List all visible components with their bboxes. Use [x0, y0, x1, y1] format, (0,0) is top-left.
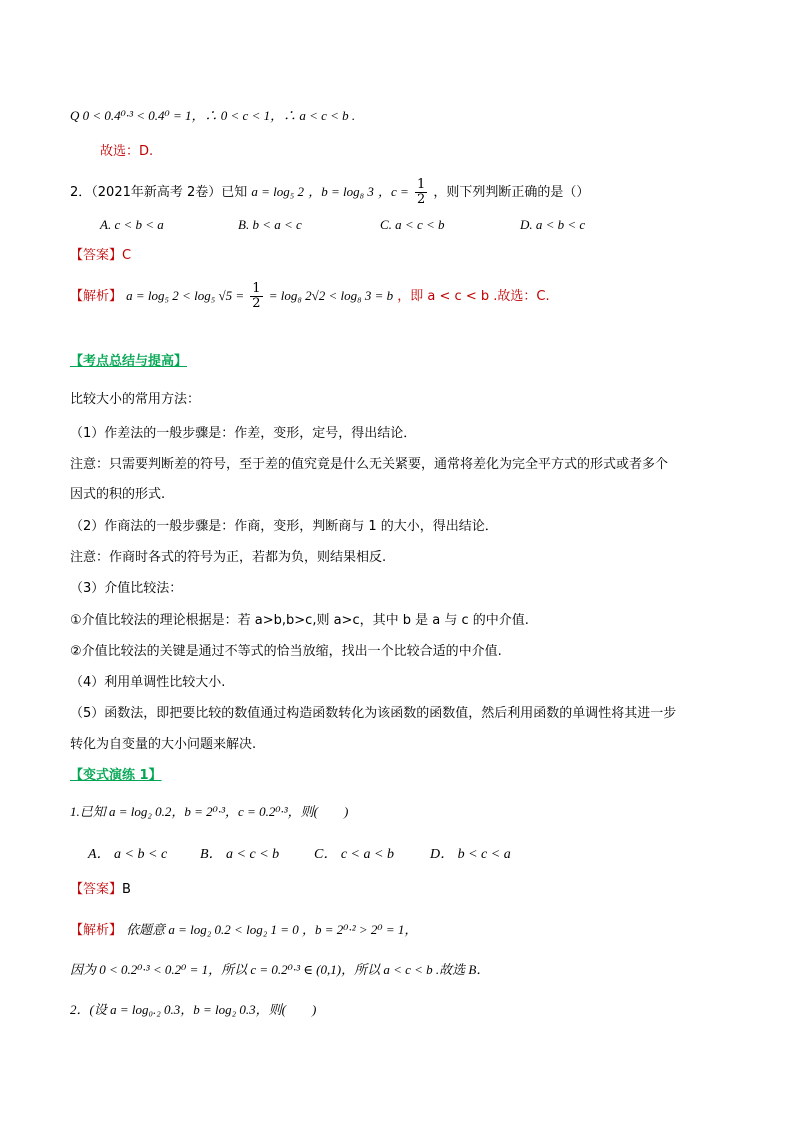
q2-answer-value: C	[122, 248, 132, 263]
variant-answer-value: B	[122, 882, 131, 897]
summary-line-10: （5）函数法，即把要比较的数值通过构造函数转化为该函数的函数值，然后利用函数的单调性将其进一步	[70, 706, 677, 721]
q2-stem-math1: a = log₅ 2	[251, 184, 305, 199]
q2-analysis-tail: ，即 a < c < b .故选：C.	[397, 289, 550, 304]
q2-analysis-math1: a = log₅ 2 < log₅ √5 =	[126, 288, 245, 303]
variant-heading: 【变式演练 1】	[70, 768, 162, 783]
variant-analysis-2: 因为 0 < 0.2⁰·³ < 0.2⁰ = 1，所以 c = 0.2⁰·³ ∈ (0,1)，所以 a < c < b .故选 B．	[70, 962, 490, 977]
q2-frac-den: 2	[416, 192, 426, 207]
top-line-1	[70, 106, 355, 127]
summary-line-11: 转化为自变量的大小问题来解决.	[70, 737, 257, 752]
summary-line-6: （3）介值比较法：	[70, 581, 183, 596]
q2-answer	[70, 246, 131, 266]
variant-q1-option-a: A． a < b < c	[88, 847, 168, 862]
variant-q1-stem	[70, 802, 348, 823]
q2-stem-math2: ，b = log₈ 3	[308, 184, 374, 199]
q2-analysis-frac-den: 2	[252, 296, 261, 311]
top-line-1-text: Q 0 < 0.4⁰·³ < 0.4⁰ = 1，∴ 0 < c < 1，∴ a < c < b .	[70, 108, 356, 123]
q2-analysis	[70, 282, 550, 311]
summary-line-1: （1）作差法的一般步骤是：作差，变形，定号，得出结论．	[70, 426, 417, 441]
variant-analysis-line1: 依题意 a = log₂ 0.2 < log₂ 1 = 0 ，b = 2⁰·² > 2⁰ = 1，	[126, 922, 418, 937]
variant-answer	[70, 880, 131, 900]
q2-fraction	[415, 178, 427, 207]
q2-analysis-frac-num: 1	[252, 281, 261, 296]
summary-line-2: 注意：只需要判断差的符号，至于差的值究竟是什么无关紧要，通常将差化为完全平方式的形式或者多个	[70, 457, 669, 472]
variant-q1-option-d: D． b < c < a	[430, 847, 511, 862]
summary-heading: 【考点总结与提高】	[70, 354, 188, 369]
variant-analysis-label: 【解析】	[70, 923, 123, 938]
q2-option-d: D. a < b < c	[520, 217, 586, 232]
q2-frac-num: 1	[416, 177, 426, 192]
summary-line-9: （4）利用单调性比较大小.	[70, 675, 226, 690]
variant-q1-option-b: B． a < c < b	[200, 847, 280, 862]
q2-option-c: C. a < c < b	[380, 217, 445, 232]
summary-line-4: （2）作商法的一般步骤是：作商，变形，判断商与 1 的大小，得出结论．	[70, 519, 498, 534]
variant-answer-label: 【答案】	[70, 882, 123, 897]
variant-analysis-1	[70, 920, 417, 941]
q2-analysis-fraction	[250, 282, 262, 311]
q2-analysis-label: 【解析】	[70, 289, 123, 304]
q2-option-a: A. c < b < a	[100, 217, 164, 232]
q2-stem-suffix: ，则下列判断正确的是（）	[433, 185, 590, 200]
q2-stem	[70, 178, 589, 207]
summary-line-7: ①介值比较法的理论根据是：若 a>b,b>c,则 a>c，其中 b 是 a 与 c 的中介值.	[70, 613, 529, 628]
q2-option-b: B. b < a < c	[238, 217, 302, 232]
variant-q1-stem-text: 1.已知 a = log₂ 0.2，b = 2⁰·³，c = 0.2⁰·³，则( )	[70, 804, 349, 819]
summary-line-8: ②介值比较法的关键是通过不等式的恰当放缩，找出一个比较合适的中介值.	[70, 644, 502, 659]
summary-line-5: 注意：作商时各式的符号为正，若都为负，则结果相反.	[70, 550, 387, 565]
q2-analysis-math2: = log₈ 2√2 < log₈ 3 = b	[268, 288, 394, 303]
variant-q1-option-c: C． c < a < b	[314, 847, 394, 862]
q2-answer-label: 【答案】	[70, 248, 123, 263]
top-line-2: 故选：D.	[100, 144, 154, 159]
q2-stem-math3: ，c =	[378, 184, 409, 199]
q2-stem-prefix: 2．（2021年新高考 2卷）已知	[70, 185, 248, 200]
summary-line-3: 因式的积的形式.	[70, 487, 166, 502]
variant-q2-stem: 2．(设 a = log₀.₂ 0.3，b = log₂ 0.3，则( )	[70, 1002, 317, 1017]
summary-line-0: 比较大小的常用方法：	[70, 392, 201, 407]
